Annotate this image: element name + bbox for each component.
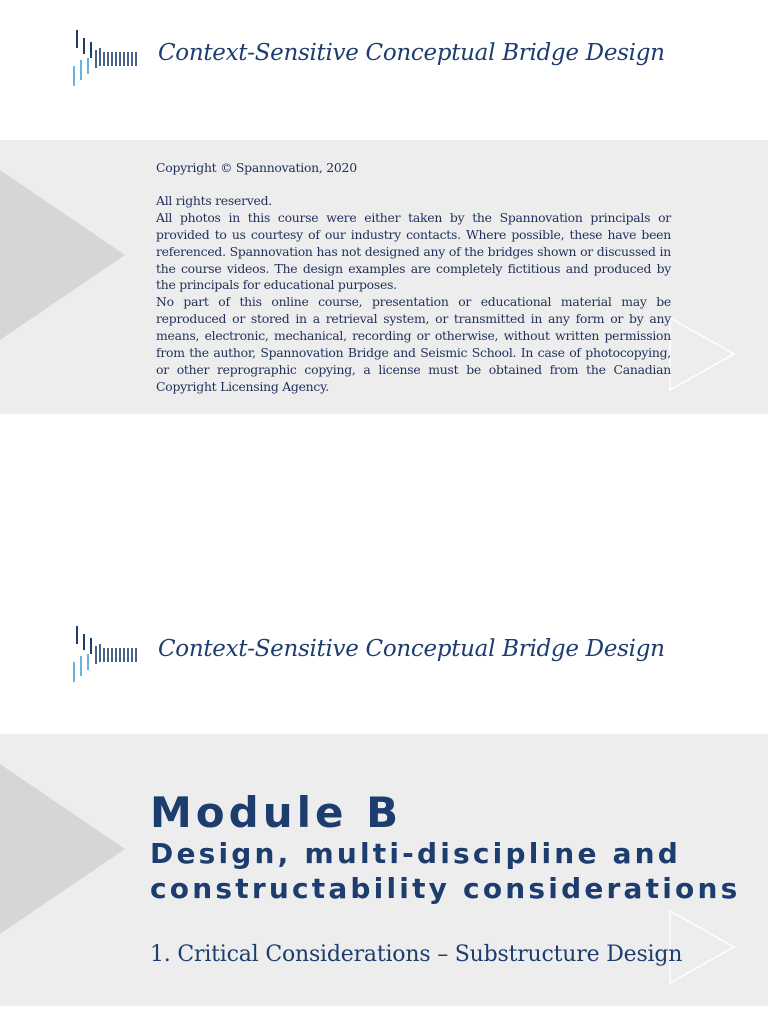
module-title: Module B [150,788,403,837]
slide-module-title [0,596,768,1024]
play-triangle-decoration-icon [0,170,125,340]
play-triangle-decoration-icon [0,764,125,934]
outline-triangle-decoration-icon [668,909,768,985]
rights-line: All rights reserved. [156,192,272,208]
content-band [0,734,768,1006]
content-band [0,140,768,414]
slide-header [0,596,768,736]
module-subtitle-line: constructability considerations [150,872,741,905]
copyright-notice [156,160,671,396]
slide-copyright [0,0,768,420]
bridge-barcode-logo-icon [72,30,142,88]
outline-triangle-decoration-icon [668,316,768,392]
course-title: Context-Sensitive Conceptual Bridge Design [158,40,665,66]
reproduction-note: No part of this online course, presentation or educational material may be reproduced or stored in a retrieval system, or transmitted in any form or by any means, electronic, mechanical, recording or otherwise, without written permission from the author, Spannovation Bridge and Seismic School. In case of photocopying, or other reprographic copying, a license must be obtained from the Canadian Copyright Licensing Agency. [156,294,671,394]
copyright-line: Copyright © Spannovation, 2020 [156,160,357,175]
course-title: Context-Sensitive Conceptual Bridge Design [158,636,665,662]
bridge-barcode-logo-icon [72,626,142,684]
module-subtitle [150,836,760,906]
module-subtitle-line: Design, multi-discipline and [150,837,682,870]
photos-note: All photos in this course were either taken by the Spannovation principals or provided to us courtesy of our industry contacts. Where possible, these have been referenced. Spannovation has not designed any of the bridges shown or discussed in the course videos. The design examples are completely fictitious and produced by the principals for educational purposes. [156,209,671,293]
lesson-topic: 1. Critical Considerations – Substructure Design [150,942,683,967]
slide-header [0,0,768,140]
